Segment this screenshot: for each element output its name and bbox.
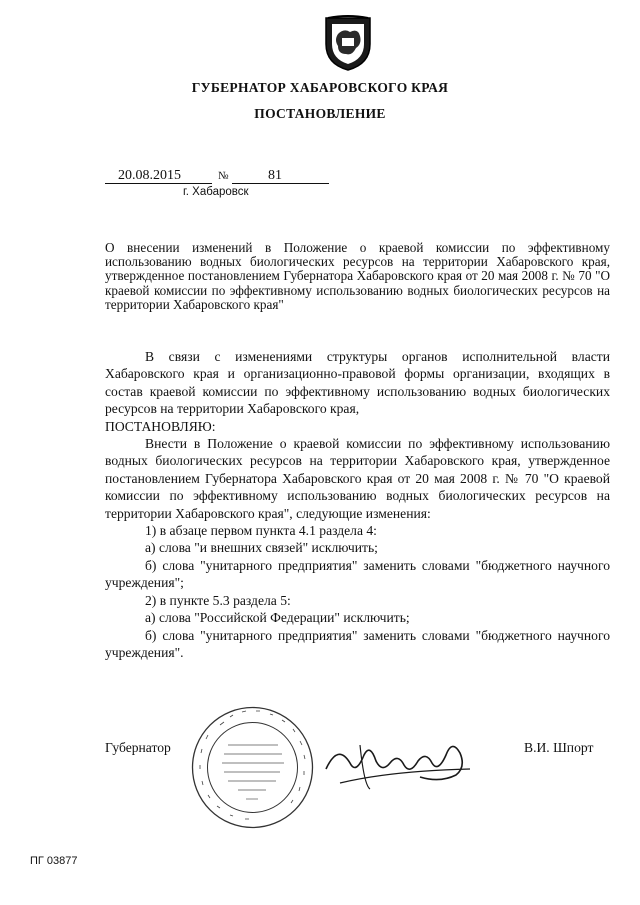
item-2: 2) в пункте 5.3 раздела 5: [145, 592, 291, 608]
signatory-name: В.И. Шпорт [524, 740, 594, 755]
official-seal-stamp [190, 705, 315, 830]
item-2b: б) слова "унитарного предприятия" заменить словами "бюджетного научного учреждения". [105, 627, 610, 660]
resolution-keyword: ПОСТАНОВЛЯЮ: [105, 418, 216, 434]
form-code: ПГ 03877 [30, 855, 78, 867]
coat-of-arms-emblem [322, 14, 374, 72]
city-label: г. Хабаровск [183, 186, 249, 198]
document-title: О внесении изменений в Положение о краевой комиссии по эффективному использованию водных биологических ресурсов на территории Хабаровского края, утвержденное постановлением Губернатора Хабаровского края от 20 мая 2008 г. № 70 "О краевой комиссии по эффективному использованию водных биологических ресурсов на территории Хабаровского края" [105, 240, 610, 312]
document-number: 81 [268, 168, 282, 183]
amendment-paragraph: Внести в Положение о краевой комиссии по эффективному использованию водных биологических ресурсов на территории Хабаровского края, утвержденное постановлением Губернатора Хабаровского края от 20 мая 2008 г. № 70 "О краевой комиссии по эффективному использованию водных биологических ресурсов на территории Хабаровского края", следующие изменения: [105, 436, 610, 521]
item-1: 1) в абзаце первом пункта 4.1 раздела 4: [145, 523, 377, 539]
number-sign: № [218, 170, 229, 182]
item-1b: б) слова "унитарного предприятия" заменить словами "бюджетного научного учреждения"; [105, 557, 610, 591]
item-1a: а) слова "и внешних связей" исключить; [145, 540, 378, 556]
item-2a: а) слова "Российской Федерации" исключить; [145, 610, 410, 626]
signatory-position: Губернатор [105, 740, 171, 755]
issuer-heading: ГУБЕРНАТОР ХАБАРОВСКОГО КРАЯ [191, 80, 449, 95]
document-body [105, 348, 610, 661]
document-date: 20.08.2015 [118, 168, 181, 183]
preamble-paragraph: В связи с изменениями структуры органов исполнительной власти Хабаровского края и организационно-правовой формы организации, входящих в состав краевой комиссии по эффективному использованию водных биологических ресурсов на территории Хабаровского края, [105, 349, 610, 417]
handwritten-signature [320, 725, 480, 795]
document-type-heading: ПОСТАНОВЛЕНИЕ [254, 106, 386, 121]
